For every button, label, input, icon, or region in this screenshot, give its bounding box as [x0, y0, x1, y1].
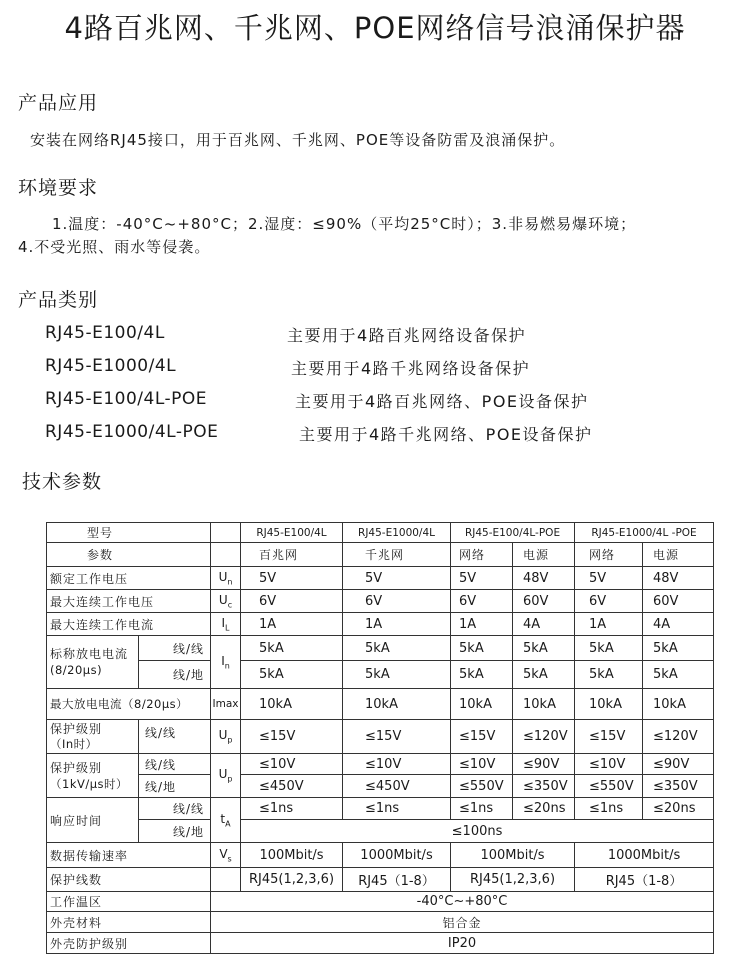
cell-value: 10kA — [575, 689, 643, 720]
cell-value: RJ45(1,2,3,6) — [451, 868, 575, 892]
cell-value: 铝合金 — [211, 912, 714, 933]
table-row — [47, 636, 714, 661]
table-row — [47, 543, 714, 567]
cell-value: ≤1ns — [343, 798, 451, 820]
table-row — [47, 689, 714, 720]
row-label — [47, 636, 139, 689]
cell-value: ≤100ns — [241, 820, 714, 843]
row-symbol: $I_L$ — [211, 613, 241, 636]
row-label-line: 保护级别 — [50, 721, 103, 736]
cell-value: 10kA — [451, 689, 513, 720]
header-sub: 百兆网 — [241, 543, 343, 567]
row-symbol: $U_p$ — [211, 754, 241, 798]
cell-value: 60V — [643, 590, 714, 613]
row-symbol: $U_n$ — [211, 567, 241, 590]
category-item — [45, 323, 725, 349]
cell-value: 4A — [513, 613, 575, 636]
row-label: 最大放电电流（8/20μs） — [47, 689, 211, 720]
cell-value: ≤15V — [451, 720, 513, 754]
category-item — [45, 356, 725, 382]
header-param-label: 参数 — [47, 543, 211, 567]
cell-value: 100Mbit/s — [241, 843, 343, 868]
cell-value: ≤20ns — [513, 798, 575, 820]
category-desc: 主要用于4路百兆网络设备保护 — [287, 326, 527, 345]
row-label — [47, 754, 139, 798]
cell-value: 5kA — [241, 636, 343, 661]
category-model: RJ45-E1000/4L — [45, 356, 177, 376]
cell-value: ≤15V — [241, 720, 343, 754]
header-model-label: 型号 — [47, 523, 211, 543]
cell-value: ≤10V — [343, 754, 451, 775]
cell-value: 5kA — [241, 661, 343, 689]
cell-value: 6V — [451, 590, 513, 613]
row-label: 数据传输速率 — [47, 843, 211, 868]
cell-value: 5kA — [643, 636, 714, 661]
cell-value: IP20 — [211, 933, 714, 954]
cell-value: ≤450V — [241, 775, 343, 798]
header-sub: 网络 — [451, 543, 513, 567]
cell-value: 5kA — [643, 661, 714, 689]
category-model: RJ45-E100/4L — [45, 323, 165, 343]
row-label-line: (8/20μs) — [50, 663, 103, 677]
row-sublabel: 线/线 — [139, 720, 211, 754]
header-model-name: RJ45-E100/4L — [241, 523, 343, 543]
row-symbol: Imax — [211, 689, 241, 720]
header-sym-cell — [211, 543, 241, 567]
cell-value: 1A — [241, 613, 343, 636]
cell-value: 6V — [343, 590, 451, 613]
row-label: 响应时间 — [47, 798, 139, 843]
header-model-name: RJ45-E100/4L-POE — [451, 523, 575, 543]
cell-value: ≤550V — [451, 775, 513, 798]
row-label: 外壳材料 — [47, 912, 211, 933]
cell-value: 5kA — [575, 661, 643, 689]
table-row — [47, 720, 714, 754]
table-row — [47, 892, 714, 912]
cell-value: ≤10V — [451, 754, 513, 775]
table-row — [47, 843, 714, 868]
row-symbol: $t_A$ — [211, 798, 241, 843]
row-sublabel: 线/线 — [139, 636, 211, 661]
cell-value: 5kA — [513, 636, 575, 661]
table-row — [47, 820, 714, 843]
spec-table — [46, 522, 714, 954]
cell-value: 6V — [575, 590, 643, 613]
row-label: 保护线数 — [47, 868, 211, 892]
cell-value: 1A — [343, 613, 451, 636]
category-desc: 主要用于4路千兆网络设备保护 — [291, 359, 531, 378]
cell-value: 6V — [241, 590, 343, 613]
cell-value: ≤20ns — [643, 798, 714, 820]
cell-value: 10kA — [343, 689, 451, 720]
category-desc: 主要用于4路千兆网络、POE设备保护 — [299, 425, 593, 444]
category-model: RJ45-E1000/4L-POE — [45, 422, 219, 442]
cell-value: RJ45（1-8） — [575, 868, 714, 892]
header-model-name: RJ45-E1000/4L -POE — [575, 523, 714, 543]
row-label: 外壳防护级别 — [47, 933, 211, 954]
row-sublabel: 线/线 — [139, 798, 211, 820]
cell-value: ≤120V — [513, 720, 575, 754]
row-label: 最大连续工作电流 — [47, 613, 211, 636]
cell-value: 10kA — [241, 689, 343, 720]
category-model: RJ45-E100/4L-POE — [45, 389, 208, 409]
cell-value: 10kA — [643, 689, 714, 720]
row-label-line: 标称放电电流 — [50, 647, 129, 661]
cell-value: 5V — [451, 567, 513, 590]
row-label: 工作温区 — [47, 892, 211, 912]
application-heading: 产品应用 — [18, 92, 99, 114]
row-sublabel: 线/地 — [139, 820, 211, 843]
table-row — [47, 868, 714, 892]
cell-value: ≤10V — [575, 754, 643, 775]
cell-value: ≤350V — [513, 775, 575, 798]
table-row — [47, 933, 714, 954]
row-symbol: $U_p$ — [211, 720, 241, 754]
cell-value: 1000Mbit/s — [343, 843, 451, 868]
cell-value: ≤90V — [643, 754, 714, 775]
row-symbol: $U_c$ — [211, 590, 241, 613]
environment-line1: 1.温度：-40°C~+80°C；2.湿度：≤90%（平均25°C时）；3.非易燃易爆环境； — [52, 215, 637, 233]
table-row — [47, 661, 714, 689]
cell-value: 1000Mbit/s — [575, 843, 714, 868]
table-row — [47, 613, 714, 636]
cell-value: ≤450V — [343, 775, 451, 798]
cell-value: 5kA — [343, 636, 451, 661]
header-sub: 电源 — [643, 543, 714, 567]
category-item — [45, 389, 725, 415]
environment-line2: 4.不受光照、雨水等侵袭。 — [18, 238, 211, 256]
cell-value: ≤10V — [241, 754, 343, 775]
table-row — [47, 523, 714, 543]
header-sub: 网络 — [575, 543, 643, 567]
page-title: 4路百兆网、千兆网、POE网络信号浪涌保护器 — [64, 11, 686, 45]
table-row — [47, 798, 714, 820]
cell-value: RJ45(1,2,3,6) — [241, 868, 343, 892]
row-label-line: 保护级别 — [50, 760, 103, 775]
row-label — [47, 720, 139, 754]
row-label-line: （1kV/μs时） — [50, 776, 129, 791]
row-label: 最大连续工作电压 — [47, 590, 211, 613]
cell-value: 1A — [575, 613, 643, 636]
cell-value: ≤15V — [575, 720, 643, 754]
table-row — [47, 590, 714, 613]
cell-value: 5V — [575, 567, 643, 590]
header-model-name: RJ45-E1000/4L — [343, 523, 451, 543]
row-label-line: （In时） — [50, 736, 98, 751]
environment-heading: 环境要求 — [18, 177, 99, 199]
row-label: 额定工作电压 — [47, 567, 211, 590]
table-row — [47, 754, 714, 775]
header-sub: 千兆网 — [343, 543, 451, 567]
row-sublabel: 线/线 — [139, 754, 211, 775]
cell-value: ≤1ns — [575, 798, 643, 820]
application-text: 安装在网络RJ45接口，用于百兆网、千兆网、POE等设备防雷及浪涌保护。 — [30, 131, 566, 149]
cell-value: 5V — [241, 567, 343, 590]
row-symbol: $I_n$ — [211, 636, 241, 689]
category-desc: 主要用于4路百兆网络、POE设备保护 — [295, 392, 589, 411]
cell-value: ≤550V — [575, 775, 643, 798]
cell-value: ≤1ns — [241, 798, 343, 820]
row-symbol — [211, 868, 241, 892]
cell-value: 5kA — [575, 636, 643, 661]
row-sublabel: 线/地 — [139, 661, 211, 689]
cell-value: 4A — [643, 613, 714, 636]
cell-value: RJ45（1-8） — [343, 868, 451, 892]
cell-value: 100Mbit/s — [451, 843, 575, 868]
table-row — [47, 775, 714, 798]
row-sublabel: 线/地 — [139, 775, 211, 798]
cell-value: 5kA — [451, 661, 513, 689]
cell-value: 5V — [343, 567, 451, 590]
table-row — [47, 912, 714, 933]
cell-value: ≤350V — [643, 775, 714, 798]
header-sub: 电源 — [513, 543, 575, 567]
cell-value: -40°C~+80°C — [211, 892, 714, 912]
cell-value: 48V — [643, 567, 714, 590]
categories-heading: 产品类别 — [18, 289, 99, 311]
cell-value: 5kA — [343, 661, 451, 689]
cell-value: 60V — [513, 590, 575, 613]
cell-value: ≤90V — [513, 754, 575, 775]
cell-value: 5kA — [451, 636, 513, 661]
header-sym-cell — [211, 523, 241, 543]
cell-value: 48V — [513, 567, 575, 590]
cell-value: ≤1ns — [451, 798, 513, 820]
table-row — [47, 567, 714, 590]
specs-heading: 技术参数 — [22, 471, 103, 493]
cell-value: 1A — [451, 613, 513, 636]
cell-value: 10kA — [513, 689, 575, 720]
cell-value: 5kA — [513, 661, 575, 689]
category-item — [45, 422, 725, 448]
cell-value: ≤15V — [343, 720, 451, 754]
row-symbol: $V_s$ — [211, 843, 241, 868]
cell-value: ≤120V — [643, 720, 714, 754]
